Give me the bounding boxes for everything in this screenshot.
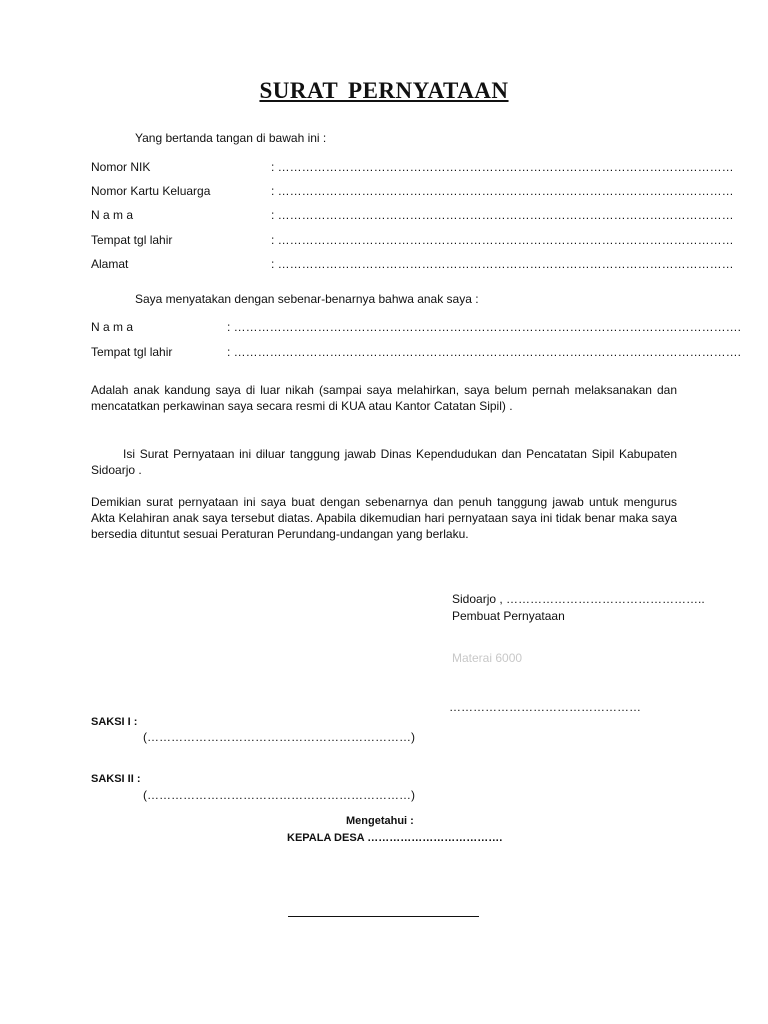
field-value-nik: : …………………………………………………………………………………………………… xyxy=(271,160,734,174)
maker-label: Pembuat Pernyataan xyxy=(452,609,565,623)
village-head-signature-line xyxy=(288,916,479,917)
child-value-nama: : ………………………………………………………………………………………………………………. xyxy=(227,320,742,334)
field-label-nama: N a m a xyxy=(91,208,134,222)
witness-2-line: (…………………………………………………………) xyxy=(143,788,415,802)
child-value-ttl: : ………………………………………………………………………………………………………………. xyxy=(227,345,742,359)
village-head-label: KEPALA DESA ………………………………. xyxy=(287,832,503,844)
field-label-nik: Nomor NIK xyxy=(91,160,151,174)
paragraph-disclaimer xyxy=(91,446,677,478)
intro-text: Yang bertanda tangan di bawah ini : xyxy=(135,131,327,145)
field-label-ttl: Tempat tgl lahir xyxy=(91,233,173,247)
statement-text: Saya menyatakan dengan sebenar-benarnya bahwa anak saya : xyxy=(135,292,479,306)
field-value-nama: : …………………………………………………………………………………………………… xyxy=(271,208,734,222)
stamp-label: Materai 6000 xyxy=(452,651,523,665)
paragraph-disclaimer-text: Isi Surat Pernyataan ini diluar tanggung jawab Dinas Kependudukan dan Pencatatan Sipil Kabupaten Sidoarjo . xyxy=(91,447,677,477)
field-value-alamat: : …………………………………………………………………………………………………… xyxy=(271,257,734,271)
field-label-alamat: Alamat xyxy=(91,257,129,271)
maker-name-line: ………………………………………… xyxy=(449,700,641,714)
paragraph-out-of-wedlock: Adalah anak kandung saya di luar nikah (sampai saya melahirkan, saya belum pernah melaksanakan dan mencatatkan perkawinan saya secara resmi di KUA atau Kantor Catatan Sipil) . xyxy=(91,383,677,413)
witness-1-line: (…………………………………………………………) xyxy=(143,730,415,744)
field-value-ttl: : …………………………………………………………………………………………………… xyxy=(271,233,734,247)
place-date: Sidoarjo , ………………………………………….. xyxy=(452,592,705,606)
witness-1-label: SAKSI I : xyxy=(91,716,138,728)
child-label-ttl: Tempat tgl lahir xyxy=(91,345,173,359)
witness-2-label: SAKSI II : xyxy=(91,773,141,785)
field-value-kk: : …………………………………………………………………………………………………… xyxy=(271,184,734,198)
document-title: SURAT PERNYATAAN xyxy=(259,78,509,103)
child-label-nama: N a m a xyxy=(91,320,134,334)
approval-heading: Mengetahui : xyxy=(346,815,414,827)
paragraph-closing: Demikian surat pernyataan ini saya buat dengan sebenarnya dan penuh tanggung jawab untuk mengurus Akta Kelahiran anak saya tersebut diatas. Apabila dikemudian hari pernyataan saya ini tidak benar maka saya bersedia dituntut sesuai Peraturan Perundang-undangan yang berlaku. xyxy=(91,495,677,541)
field-label-kk: Nomor Kartu Keluarga xyxy=(91,184,211,198)
